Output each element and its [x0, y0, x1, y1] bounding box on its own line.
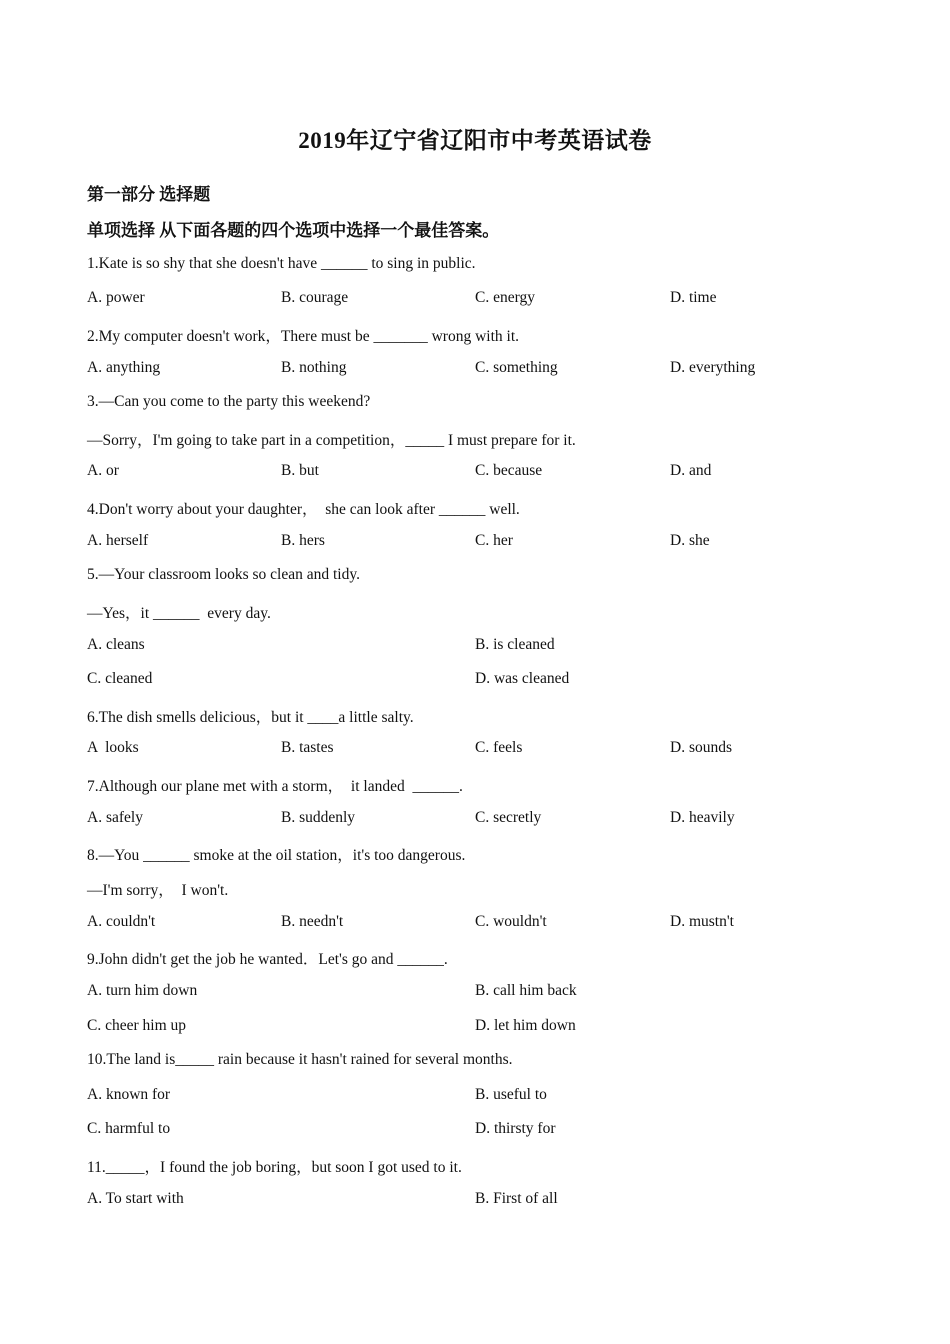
options-row [87, 809, 887, 831]
question-text: —I'm sorry， I won't. [87, 882, 229, 899]
option-c: C. something [475, 359, 558, 376]
option-b: B. is cleaned [475, 636, 555, 653]
option-a: A. known for [87, 1086, 171, 1103]
option-d: D. and [670, 462, 712, 479]
question-text: 8.—You ______ smoke at the oil station，it's too dangerous. [87, 847, 466, 864]
option-a: A. anything [87, 359, 161, 376]
option-c: C. secretly [475, 809, 542, 826]
page-title: 2019年辽宁省辽阳市中考英语试卷 [298, 128, 652, 153]
option-b: B. nothing [281, 359, 347, 376]
option-a: A. power [87, 289, 145, 306]
option-b: B. First of all [475, 1190, 558, 1207]
option-b: B. but [281, 462, 319, 479]
part-heading: 第一部分 选择题 [87, 185, 211, 204]
option-d: D. she [670, 532, 710, 549]
option-d: D. everything [670, 359, 756, 376]
option-b: B. hers [281, 532, 325, 549]
option-d: D. let him down [475, 1017, 576, 1034]
options-row [87, 636, 887, 658]
options-row [87, 982, 887, 1004]
options-row [87, 1086, 887, 1108]
option-b: B. courage [281, 289, 349, 306]
option-b: B. needn't [281, 913, 344, 930]
option-b: B. useful to [475, 1086, 547, 1103]
question-text: —Yes，it ______ every day. [87, 605, 271, 622]
option-d: D. mustn't [670, 913, 734, 930]
option-c: C. cheer him up [87, 1017, 187, 1034]
question-text: 9.John didn't get the job he wanted．Let's go and ______. [87, 951, 448, 968]
question-text: 4.Don't worry about your daughter， she can look after ______ well. [87, 501, 520, 518]
options-row [87, 739, 887, 761]
options-row [87, 462, 887, 484]
option-a: A. cleans [87, 636, 145, 653]
option-d: D. was cleaned [475, 670, 570, 687]
option-c: C. harmful to [87, 1120, 171, 1137]
option-a: A. couldn't [87, 913, 156, 930]
option-c: C. wouldn't [475, 913, 547, 930]
question-text: 10.The land is_____ rain because it hasn't rained for several months. [87, 1051, 513, 1068]
question-text: 3.—Can you come to the party this weekend? [87, 393, 371, 410]
question-text: 11._____，I found the job boring，but soon I got used to it. [87, 1159, 462, 1176]
option-d: D. sounds [670, 739, 733, 756]
option-b: B. tastes [281, 739, 334, 756]
option-c: C. energy [475, 289, 535, 306]
options-row [87, 913, 887, 935]
question-text: —Sorry，I'm going to take part in a competition，_____ I must prepare for it. [87, 432, 576, 449]
option-c: C. cleaned [87, 670, 153, 687]
option-d: D. heavily [670, 809, 735, 826]
options-row [87, 1017, 887, 1039]
options-row [87, 289, 887, 311]
section-heading: 单项选择 从下面各题的四个选项中选择一个最佳答案。 [87, 221, 500, 240]
option-a: A. herself [87, 532, 149, 549]
options-row [87, 532, 887, 554]
options-row [87, 670, 887, 692]
option-a: A. turn him down [87, 982, 198, 999]
option-d: D. time [670, 289, 717, 306]
question-text: 1.Kate is so shy that she doesn't have ______ to sing in public. [87, 255, 476, 272]
option-c: C. because [475, 462, 543, 479]
option-b: B. suddenly [281, 809, 356, 826]
option-a: A. To start with [87, 1190, 184, 1207]
option-a: A. or [87, 462, 119, 479]
question-text: 7.Although our plane met with a storm， it landed ______. [87, 778, 463, 795]
option-c: C. her [475, 532, 513, 549]
option-a: A. safely [87, 809, 143, 826]
options-row [87, 1190, 887, 1212]
option-b: B. call him back [475, 982, 577, 999]
option-a: A looks [87, 739, 139, 756]
option-c: C. feels [475, 739, 523, 756]
question-text: 6.The dish smells delicious，but it ____a little salty. [87, 709, 414, 726]
options-row [87, 359, 887, 381]
question-text: 2.My computer doesn't work，There must be _______ wrong with it. [87, 328, 519, 345]
question-text: 5.—Your classroom looks so clean and tidy. [87, 566, 360, 583]
option-d: D. thirsty for [475, 1120, 556, 1137]
options-row [87, 1120, 887, 1142]
